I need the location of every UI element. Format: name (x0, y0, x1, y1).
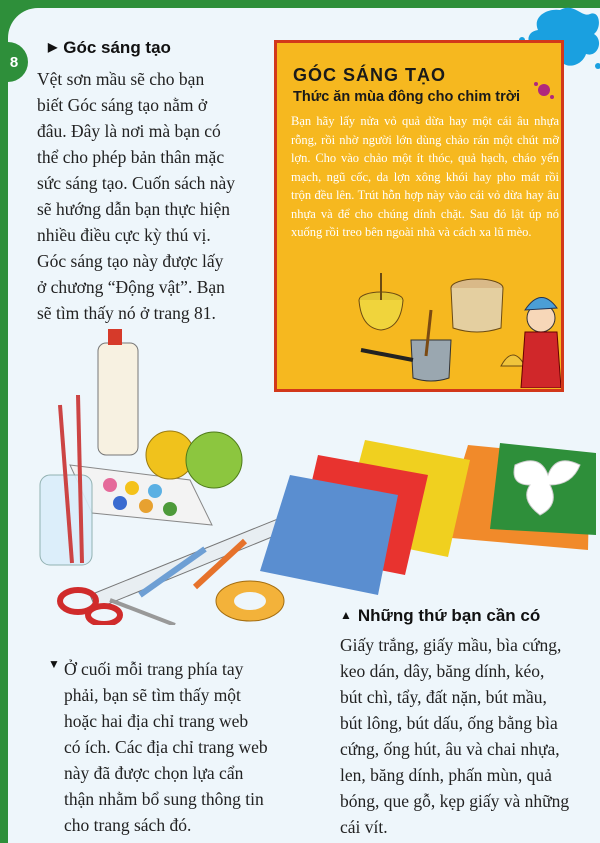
box-title: GÓC SÁNG TẠO (293, 65, 447, 85)
triangle-right-icon: ▶ (48, 40, 58, 54)
materials-heading-text: Những thứ bạn cần có (357, 606, 541, 625)
creative-paragraph: Vệt sơn mầu sẽ cho bạn biết Góc sáng tạo nằm ở đâu. Đây là nơi mà bạn có thể cho phép bản thân mặc sức sáng tạo. Cuốn sách này sẽ hướng dẫn bạn thực hiện nhiều điều cực kỳ thú vị. Góc sáng tạo này được lấy ở chương “Động vật”. Bạn sẽ tìm thấy nó ở trang 81. (37, 69, 236, 323)
triangle-down-icon: ▼ (48, 657, 60, 671)
small-splash-icon (533, 79, 555, 101)
creative-heading (48, 38, 171, 58)
web-paragraph: Ở cuối mỗi trang phía tay phải, bạn sẽ tìm thấy một hoặc hai địa chỉ trang web có ích. Các địa chỉ trang web này đã được chọn lựa cẩn thận nhằm bổ sung thông tin cho trang sách đó. (64, 659, 268, 835)
materials-paragraph: Giấy trắng, giấy mầu, bìa cứng, keo dán, dây, băng dính, kéo, bút chì, tẩy, đất nặn, bút mầu, bút lông, bút dấu, ống bằng bìa cứng, ống hút, âu và chai nhựa, len, băng dính, phấn mùn, quả bóng, que gỗ, kẹp giấy và những cái vít. (340, 635, 570, 837)
materials-heading (340, 606, 540, 626)
page-number: 8 (0, 42, 28, 82)
triangle-up-icon: ▲ (340, 608, 352, 622)
craft-supplies-illustration (0, 325, 600, 625)
box-text: Bạn hãy lấy nửa vỏ quả dừa hay một cái âu nhựa rỗng, rồi nhờ người lớn dùng chảo rán một chút mỡ lợn. Cho vào chảo một ít thóc, quả hạch, cháo yến mạch, ngũ cốc, da lợn xông khói hay pho mát rồi trộn đều lên. Trút hỗn hợp này vào cái vỏ dừa hay âu nhựa và để cho chúng dính chặt. Sau đó lật úp nó xuống rồi treo bên ngoài nhà và cách xa lũ mèo. (291, 114, 559, 239)
box-subtitle: Thức ăn mùa đông cho chim trời (293, 89, 521, 105)
creative-heading-text: Góc sáng tạo (63, 38, 171, 57)
